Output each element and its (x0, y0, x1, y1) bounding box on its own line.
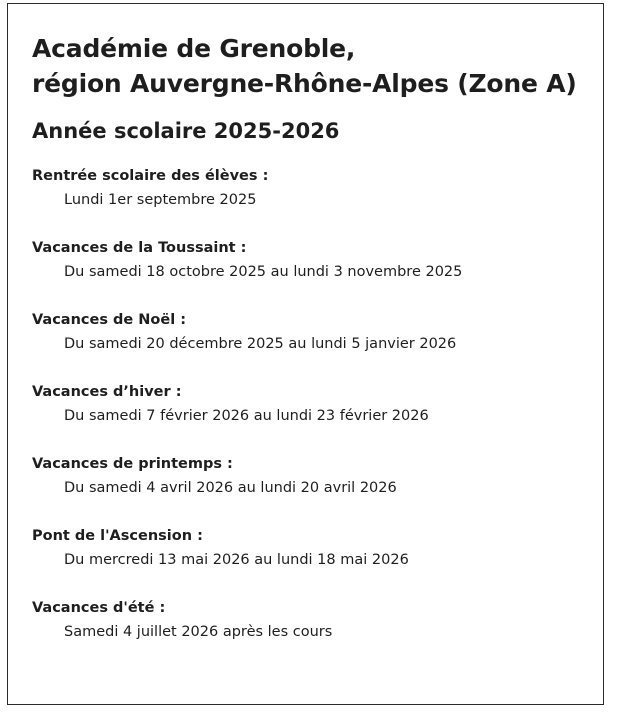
period-label: Vacances d’hiver : (32, 384, 182, 400)
period-printemps (32, 453, 593, 525)
calendar-content (32, 31, 593, 669)
title-line-1: Académie de Grenoble, (32, 34, 356, 63)
school-year-heading: Année scolaire 2025-2026 (32, 119, 340, 143)
calendar-panel (7, 3, 604, 705)
period-noel (32, 309, 593, 381)
page-title (32, 31, 593, 101)
period-ete (32, 597, 593, 669)
period-label: Pont de l'Ascension : (32, 528, 203, 544)
period-dates: Lundi 1er septembre 2025 (64, 192, 257, 208)
period-label: Rentrée scolaire des élèves : (32, 168, 269, 184)
period-hiver (32, 381, 593, 453)
title-line-2: région Auvergne-Rhône-Alpes (Zone A) (32, 69, 577, 98)
period-label: Vacances de printemps : (32, 456, 233, 472)
period-dates: Samedi 4 juillet 2026 après les cours (64, 624, 333, 640)
holiday-list (32, 165, 593, 669)
period-dates: Du samedi 18 octobre 2025 au lundi 3 novembre 2025 (64, 264, 463, 280)
period-label: Vacances de Noël : (32, 312, 187, 328)
period-dates: Du samedi 4 avril 2026 au lundi 20 avril 2026 (64, 480, 397, 496)
period-ascension (32, 525, 593, 597)
period-dates: Du samedi 20 décembre 2025 au lundi 5 janvier 2026 (64, 336, 457, 352)
period-label: Vacances de la Toussaint : (32, 240, 247, 256)
period-label: Vacances d'été : (32, 600, 166, 616)
period-dates: Du mercredi 13 mai 2026 au lundi 18 mai 2026 (64, 552, 409, 568)
period-rentree (32, 165, 593, 237)
period-dates: Du samedi 7 février 2026 au lundi 23 février 2026 (64, 408, 429, 424)
period-toussaint (32, 237, 593, 309)
